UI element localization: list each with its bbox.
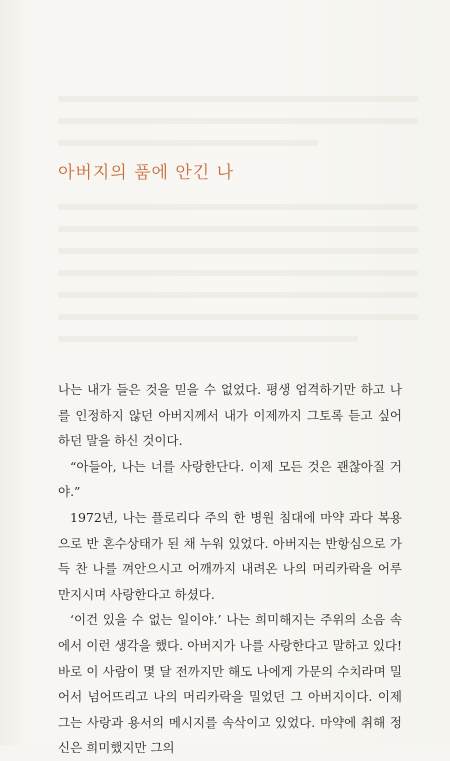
chapter-title: 아버지의 품에 안긴 나 bbox=[58, 163, 235, 183]
show-through-line bbox=[58, 336, 358, 342]
show-through-line bbox=[58, 292, 418, 298]
show-through-line bbox=[58, 248, 418, 254]
show-through-line bbox=[58, 314, 418, 320]
show-through-line bbox=[58, 118, 418, 124]
paragraph: 나는 내가 들은 것을 믿을 수 없었다. 평생 엄격하기만 하고 나를 인정하지 않던 아버지께서 내가 이제까지 그토록 듣고 싶어 하던 말을 하신 것이다. bbox=[58, 382, 402, 449]
show-through-line bbox=[58, 204, 418, 210]
paragraph: “아들아, 나는 너를 사랑한단다. 이제 모든 것은 괜찮아질 거야.” bbox=[58, 458, 402, 500]
show-through-line bbox=[58, 270, 418, 276]
body-text bbox=[58, 377, 402, 761]
show-through-line bbox=[58, 140, 318, 146]
paragraph: 1972년, 나는 플로리다 주의 한 병원 침대에 마약 과다 복용으로 반 혼수상태가 된 채 누워 있었다. 아버지는 반항심으로 가득 찬 나를 껴안으시고 어깨까지 내려온 나의 머리카락을 어루만지시며 사랑한다고 하셨다. bbox=[58, 509, 402, 602]
paragraph: ‘이건 있을 수 없는 일이야.’ 나는 희미해지는 주위의 소음 속에서 이런 생각을 했다. 아버지가 나를 사랑한다고 말하고 있다! 바로 이 사람이 몇 달 전까지만 해도 나에게 가문의 수치라며 밀어서 넘어뜨리고 나의 머리카락을 밀었던 그 아버지이다. 이제 그는 사랑과 용서의 메시지를 속삭이고 있었다. 마약에 취해 정신은 희미했지만 그의 bbox=[58, 612, 402, 756]
show-through-line bbox=[58, 96, 418, 102]
show-through-line bbox=[58, 226, 418, 232]
